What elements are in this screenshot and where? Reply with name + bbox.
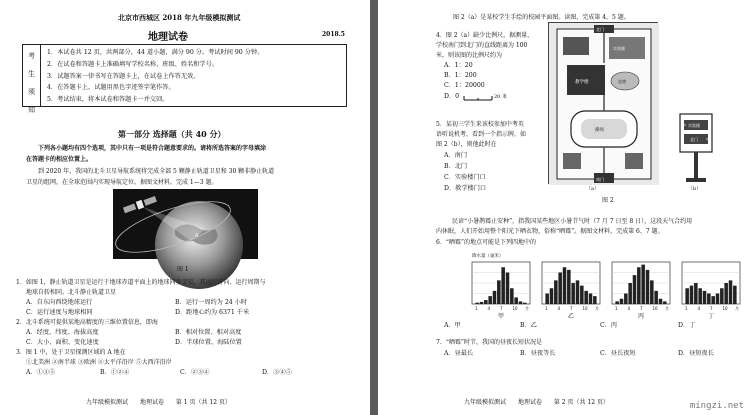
chart-bar bbox=[545, 294, 549, 305]
chart-tick-label: 10 bbox=[582, 306, 588, 311]
chart-bar bbox=[497, 280, 501, 304]
chart-tick-label: 1 bbox=[615, 306, 618, 311]
figure-caption-a: （a） bbox=[586, 186, 599, 192]
chart-bar bbox=[519, 301, 523, 304]
instruction-line: 在答题卡的相应位置上。 bbox=[26, 156, 93, 163]
chart-bar bbox=[563, 267, 567, 304]
chart-bar bbox=[484, 300, 488, 304]
option-b[interactable]: B．1：200 bbox=[444, 72, 477, 79]
chart-panel bbox=[472, 252, 530, 320]
chart-bar bbox=[615, 301, 619, 304]
page-footer: 九年级模拟测试 地理试卷 第 2 页（共 12 页） bbox=[464, 399, 609, 406]
sign-label: 北门 bbox=[690, 137, 698, 142]
chart-title: 乙 bbox=[568, 313, 575, 320]
chart-tick-label: 7 bbox=[570, 306, 573, 311]
chart-tick-label: 7 bbox=[710, 306, 713, 311]
chart-panel bbox=[612, 262, 670, 320]
map-label-south-gate: 南门 bbox=[596, 177, 604, 182]
chart-tick-label: 月 bbox=[735, 306, 739, 311]
option-a[interactable]: A．南门 bbox=[444, 152, 468, 159]
chart-bar bbox=[523, 303, 527, 304]
question-text: 学校南门到北门的直线距离为 100 bbox=[436, 42, 528, 49]
question-text: 6．“晒霉”的地点可能是下列四地中的 bbox=[436, 239, 536, 246]
exam-page-2 bbox=[378, 0, 750, 415]
notice-item: 4．在答题卡上，试题用黑色字迹签字笔作答。 bbox=[47, 84, 175, 92]
question-text: 地球自转相同。北斗静止轨道卫星 bbox=[26, 289, 117, 296]
chart-bar bbox=[475, 303, 479, 304]
question-text: 2．北斗系统可提供某地高精度的三维位置信息，即海 bbox=[16, 319, 158, 326]
chart-bar bbox=[659, 299, 663, 304]
map-label-teaching: 教学楼 bbox=[575, 80, 589, 85]
chart-bar bbox=[646, 270, 650, 304]
climate-charts bbox=[466, 250, 739, 326]
chart-bar bbox=[506, 273, 510, 305]
option-c[interactable]: C．昼长夜短 bbox=[600, 350, 636, 357]
option-b[interactable]: B．北门 bbox=[444, 163, 468, 170]
chart-panel bbox=[682, 262, 740, 320]
option-c[interactable]: C．②③④ bbox=[180, 369, 210, 376]
question-text: 4．图 2（a）缺少比例尺，据测量， bbox=[436, 32, 534, 39]
exam-date: 2018.5 bbox=[322, 31, 345, 38]
figure-caption: 图 2 bbox=[602, 197, 614, 204]
exam-page-1 bbox=[0, 0, 370, 415]
chart-bar bbox=[690, 286, 694, 304]
chart-bar bbox=[510, 288, 514, 304]
chart-tick-label: 7 bbox=[640, 306, 643, 311]
chart-bar bbox=[733, 286, 737, 304]
campus-map bbox=[548, 22, 658, 184]
sign-figure bbox=[676, 112, 718, 184]
option-d[interactable]: D．昼短夜长 bbox=[678, 350, 714, 357]
chart-bar bbox=[554, 280, 558, 304]
chart-bar bbox=[558, 273, 562, 305]
option-a[interactable]: A．甲 bbox=[444, 322, 461, 329]
instruction-line: 下列各小题均有四个选项，其中只有一项是符合题意要求的。请将所选答案的字母填涂 bbox=[38, 145, 267, 152]
section-title: 第一部分 选择题（共 40 分） bbox=[118, 129, 226, 139]
map-label-playground: 操场 bbox=[595, 128, 604, 133]
notice-box bbox=[22, 44, 347, 114]
notice-list bbox=[47, 47, 263, 106]
chart-bar bbox=[654, 291, 658, 304]
question-text: 语听说机考，看到一个指示牌，如 bbox=[436, 131, 527, 138]
chart-tick-label: 4 bbox=[697, 306, 701, 311]
figure-caption-b: （b） bbox=[688, 186, 702, 192]
option-b[interactable]: B．乙 bbox=[520, 322, 537, 329]
chart-bar bbox=[724, 283, 728, 304]
satellite-figure bbox=[113, 189, 258, 259]
chart-bar bbox=[685, 288, 689, 304]
option-a[interactable]: A．昼最长 bbox=[444, 350, 474, 357]
chart-bar bbox=[493, 291, 497, 304]
chart-bar bbox=[620, 299, 624, 304]
question-text: 7．“晒霉”时节，我国的昼夜长短状况是 bbox=[436, 339, 542, 346]
chart-tick-label: 10 bbox=[652, 306, 658, 311]
option-d[interactable]: D．教学楼门口 bbox=[444, 185, 487, 192]
svg-text:A: A bbox=[195, 233, 199, 239]
chart-tick-label: 月 bbox=[665, 306, 669, 311]
passage-line: 内休眠，人们开始用整个阳光下晒衣物，俗称“晒霉”。据图文材料，完成第 6、7 题。 bbox=[436, 228, 664, 235]
option-c[interactable]: C．实验楼门口 bbox=[444, 174, 486, 181]
notice-item: 2．在试卷和答题卡上准确填写学校名称、班级、姓名和学号。 bbox=[47, 60, 218, 68]
question-text: 5．某初三学生来该校参加中考英 bbox=[436, 121, 524, 128]
chart-tick-label: 4 bbox=[627, 306, 631, 311]
chart-title: 丁 bbox=[708, 313, 715, 320]
question-text: 米，则该图的比例尺约为 bbox=[436, 52, 503, 59]
chart-tick-label: 月 bbox=[595, 306, 599, 311]
chart-bar bbox=[637, 267, 641, 304]
option-b[interactable]: B．运行一周约为 24 小时 bbox=[175, 299, 248, 306]
question-places: ①北美洲 ②南半球 ③欧洲 ④太平洋沿岸 ⑤大西洋沿岸 bbox=[26, 359, 172, 366]
option-b[interactable]: B．①②④ bbox=[100, 369, 130, 376]
passage-line: 民谚“小暑鹊霉止安种”，指我国某些地区小暑节气时（7 月 7 日至 8 日），这段天气合约用 bbox=[452, 218, 693, 225]
exam-title: 地理试卷 bbox=[148, 32, 188, 43]
chart-tick-label: 4 bbox=[557, 306, 561, 311]
watermark: mingzi.net bbox=[689, 401, 744, 411]
chart-tick-label: 7 bbox=[500, 306, 503, 311]
chart-bar bbox=[633, 275, 637, 304]
notice-item: 5．考试结束，将本试卷和答题卡一并交回。 bbox=[47, 96, 169, 104]
option-c[interactable]: C．1：20000 bbox=[444, 82, 485, 89]
chart-panel bbox=[542, 262, 600, 320]
chart-bar bbox=[567, 270, 571, 304]
chart-title: 丙 bbox=[638, 313, 645, 320]
chart-bar bbox=[694, 283, 698, 304]
option-b[interactable]: B．相对位置、相对高度 bbox=[175, 329, 242, 336]
chart-bar bbox=[624, 294, 628, 305]
question-text: 1．如图 1，静止轨道卫星是运行于地球赤道平面上的地球同步卫星，其运行方向、运行周期与 bbox=[16, 279, 266, 286]
chart-bar bbox=[716, 294, 720, 305]
notice-item: 3．试题答案一律书写在答题卡上，在试卷上作答无效。 bbox=[47, 72, 200, 80]
map-label-lab: 实验楼 bbox=[613, 46, 625, 51]
chart-bar bbox=[501, 267, 505, 304]
intro-line: 到 2020 年，我国的北斗卫星导航系统将完成全部 5 颗静止轨道卫星和 30 颗非静止轨道 bbox=[38, 168, 275, 175]
notice-label: 考 生 须 知 bbox=[23, 45, 41, 106]
chart-bar bbox=[584, 291, 588, 304]
intro-line: 卫星的组网，在全球范围内实现导航定位。据图文材料，完成 1—3 题。 bbox=[26, 179, 218, 186]
chart-bar bbox=[571, 283, 575, 304]
chart-bar bbox=[663, 301, 667, 304]
option-a[interactable]: A．自东向西绕地球运行 bbox=[26, 299, 93, 306]
chart-tick-label: 1 bbox=[685, 306, 688, 311]
option-d[interactable]: D．距地心约为 6371 千米 bbox=[175, 309, 250, 316]
question-text: 图 2（b），则他此时在 bbox=[436, 141, 497, 148]
chart-tick-label: 10 bbox=[512, 306, 518, 311]
chart-bar bbox=[720, 288, 724, 304]
option-d[interactable]: D．丁 bbox=[678, 322, 696, 329]
chart-bar bbox=[593, 296, 597, 304]
option-c[interactable]: C．大小、面积、变化速度 bbox=[26, 339, 99, 346]
map-label-pool: 池塘 bbox=[618, 79, 626, 84]
chart-tick-label: 1 bbox=[475, 306, 478, 311]
chart-bar bbox=[550, 288, 554, 304]
chart-bar bbox=[514, 297, 518, 304]
option-c[interactable]: C．丙 bbox=[600, 322, 618, 329]
option-c[interactable]: C．运行速度与地球相同 bbox=[26, 309, 93, 316]
exam-header: 北京市西城区 2018 年九年级模拟测试 bbox=[118, 13, 241, 22]
chart-tick-label: 10 bbox=[722, 306, 728, 311]
figure-caption: 图 1 bbox=[177, 266, 189, 273]
option-b[interactable]: B．昼夜等长 bbox=[520, 350, 556, 357]
chart-bar bbox=[711, 296, 715, 304]
chart-tick-label: 1 bbox=[545, 306, 548, 311]
chart-tick-label: 月 bbox=[525, 306, 529, 311]
sign-label: 实验楼 bbox=[688, 123, 700, 128]
option-d[interactable]: D．③④⑤ bbox=[262, 369, 292, 376]
chart-bar bbox=[488, 296, 492, 304]
chart-bar bbox=[650, 280, 654, 304]
chart-bar bbox=[589, 294, 593, 305]
page-footer: 九年级模拟测试 地理试卷 第 1 页（共 12 页） bbox=[86, 399, 231, 406]
option-d[interactable]: D．0 bbox=[444, 93, 460, 100]
chart-bar bbox=[641, 265, 645, 304]
chart-ylabel: 降水量（毫米） bbox=[472, 254, 504, 259]
chart-title: 甲 bbox=[498, 313, 505, 320]
figure-intro: 图 2（a）是某校学生手绘的校园平面图。读图，完成第 4、5 题。 bbox=[453, 14, 630, 21]
option-a[interactable]: A．1：20 bbox=[444, 62, 473, 69]
chart-bar bbox=[729, 280, 733, 304]
chart-bar bbox=[703, 291, 707, 304]
chart-bar bbox=[576, 280, 580, 304]
chart-bar bbox=[707, 294, 711, 305]
notice-item: 1．本试卷共 12 页，共两部分，44 道小题，满分 90 分。考试时间 90 分钟。 bbox=[47, 49, 264, 56]
chart-bar bbox=[580, 286, 584, 304]
option-a[interactable]: A．①③⑤ bbox=[26, 369, 56, 376]
option-a[interactable]: A．经度、纬度、海拔高度 bbox=[26, 329, 99, 336]
scale-label: 20 米 bbox=[494, 94, 507, 100]
map-label-north-gate: 北门 bbox=[596, 27, 604, 32]
chart-bar bbox=[480, 302, 484, 304]
chart-bar bbox=[628, 283, 632, 304]
option-d[interactable]: D．半球位置、海陆位置 bbox=[175, 339, 242, 346]
chart-tick-label: 4 bbox=[487, 306, 491, 311]
chart-bar bbox=[698, 288, 702, 304]
question-text: 3．图 1 中，处于卫星探测区域的 A 地在 bbox=[16, 349, 126, 356]
